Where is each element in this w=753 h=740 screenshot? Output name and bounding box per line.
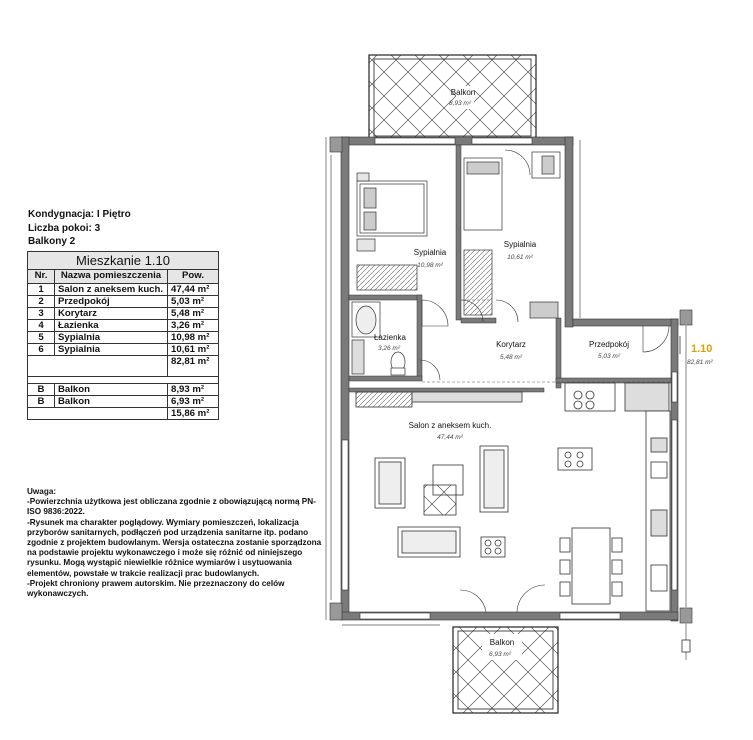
bathroom-area: 3,26 m² xyxy=(377,345,401,352)
bedroom-1-label: Sypialnia xyxy=(413,248,447,257)
living-room-area: 47,44 m² xyxy=(437,434,463,441)
balcony-top xyxy=(369,55,536,140)
bedroom-1-furniture xyxy=(357,173,427,290)
row-nr: 5 xyxy=(28,332,55,344)
header-nr: Nr. xyxy=(28,270,55,284)
balcony-top-label: Balkon xyxy=(450,88,476,97)
hallway-label: Przedpokój xyxy=(588,340,630,349)
note-line: -Rysunek ma charakter poglądowy. Wymiary pomieszczeń, lokalizacja przyborów sanitarnych, podłączeń pod urządzenia sanitarne itp. podano zgodnie z projektem budowlanym. Wersja ostateczna zostanie sporządzona na podstawie projektu wykonawczego i może się różnić od niniejszego rysunku. Mogą wystąpić niewielkie różnice wymiarów i usytuowania elementów, powstałe w trakcie realizacji prac budowlanych. xyxy=(27,517,322,578)
row-area: 10,61 m² xyxy=(168,344,219,356)
row-nr: 4 xyxy=(28,320,55,332)
header-area: Pow. xyxy=(168,270,219,284)
row-name: Przedpokój xyxy=(55,296,168,308)
row-nr: 6 xyxy=(28,344,55,356)
table-title: Mieszkanie 1.10 xyxy=(28,252,219,270)
row-area: 5,03 m² xyxy=(168,296,219,308)
note-line: -Projekt chroniony prawem autorskim. Nie przeznaczony do celów wykonawczych. xyxy=(27,578,285,599)
balcony-bottom-area: 6,93 m² xyxy=(488,651,512,658)
row-area: 6,93 m² xyxy=(168,396,219,408)
balcony-bottom xyxy=(453,627,558,713)
row-name: Salon z aneksem kuch. xyxy=(55,284,168,296)
apartment-area: 82,81 m² xyxy=(687,359,713,366)
entry-marker xyxy=(680,336,690,652)
living-furniture xyxy=(356,383,670,611)
balconies-label: Balkony 2 xyxy=(28,236,76,247)
bedroom-2-label: Sypialnia xyxy=(503,240,537,249)
hallway-area: 5,03 m² xyxy=(597,353,621,360)
row-nr: B xyxy=(28,384,55,396)
balcony-top-area: 8,93 m² xyxy=(448,100,472,107)
floor-label: Kondygnacja: I Piętro xyxy=(28,209,131,220)
row-area: 47,44 m² xyxy=(168,284,219,296)
bedroom-2-area: 10,61 m² xyxy=(507,254,533,261)
corridor-area: 5,48 m² xyxy=(499,354,523,361)
note-line: -Powierzchnia użytkowa jest obliczana zgodnie z obowiązującą normą PN-ISO 9836:2022. xyxy=(27,497,316,517)
row-area: 10,98 m² xyxy=(168,332,219,344)
row-nr: 1 xyxy=(28,284,55,296)
apartment-marker xyxy=(687,343,713,366)
living-room-label: Salon z aneksem kuch. xyxy=(408,421,492,430)
bedroom-2-furniture xyxy=(464,152,560,318)
header-name: Nazwa pomieszczenia xyxy=(55,270,168,284)
row-area: 3,26 m² xyxy=(168,320,219,332)
bedroom-1-area: 10,98 m² xyxy=(417,262,443,269)
row-nr: B xyxy=(28,396,55,408)
row-name: Sypialnia xyxy=(55,344,168,356)
balcony-total-area: 15,86 m² xyxy=(168,408,219,420)
row-area: 5,48 m² xyxy=(168,308,219,320)
rooms-count-label: Liczba pokoi: 3 xyxy=(28,222,101,234)
notes-heading: Uwaga: xyxy=(27,487,57,496)
bathroom-label: Łazienka xyxy=(373,333,407,342)
apartment-number: 1.10 xyxy=(691,343,713,355)
row-name: Łazienka xyxy=(55,320,168,332)
total-area: 82,81 m² xyxy=(168,356,219,377)
row-nr: 2 xyxy=(28,296,55,308)
row-name: Balkon xyxy=(55,384,168,396)
row-name: Balkon xyxy=(55,396,168,408)
row-name: Sypialnia xyxy=(55,332,168,344)
balcony-bottom-label: Balkon xyxy=(489,638,515,647)
row-area: 8,93 m² xyxy=(168,384,219,396)
row-name: Korytarz xyxy=(55,308,168,320)
row-nr: 3 xyxy=(28,308,55,320)
corridor-label: Korytarz xyxy=(496,340,526,349)
